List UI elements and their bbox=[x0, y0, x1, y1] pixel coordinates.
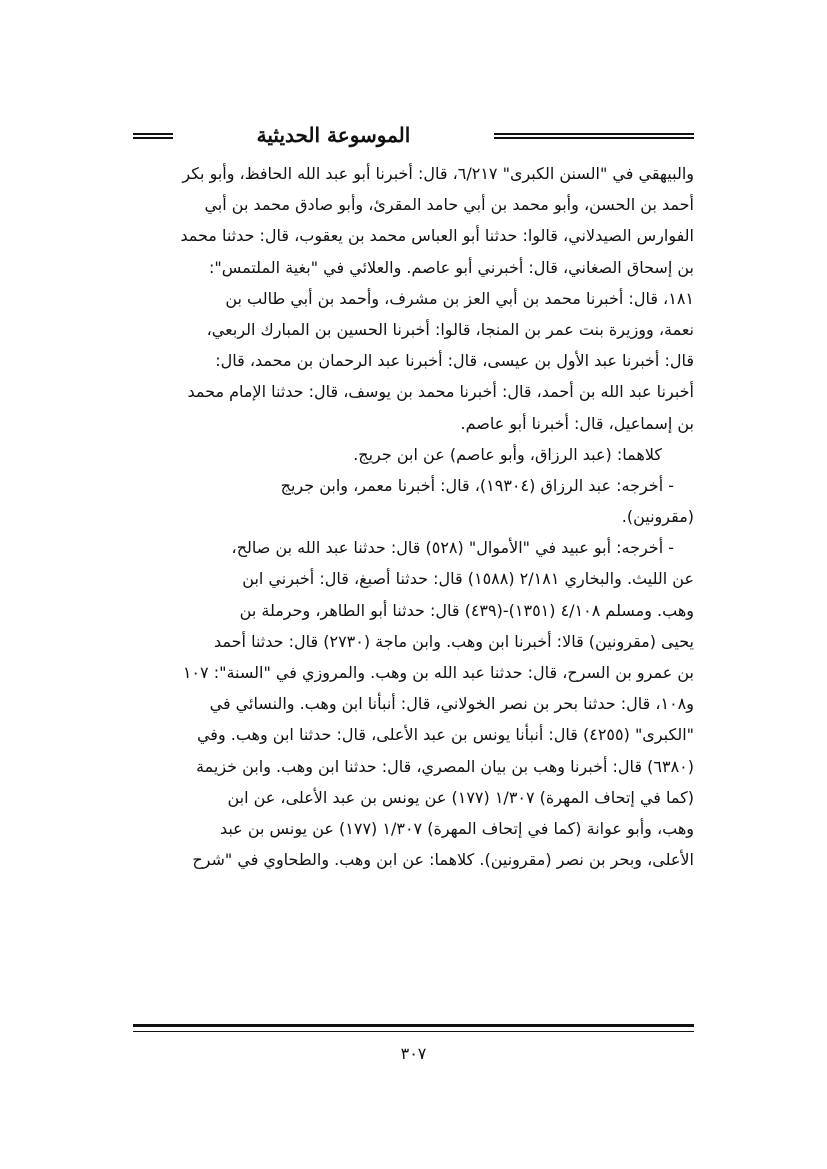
text-line: كلاهما: (عبد الرزاق، وأبو عاصم) عن ابن جريج. bbox=[353, 444, 662, 464]
body-text bbox=[133, 158, 694, 875]
text-line: والبيهقي في "السنن الكبرى" ٦/٢١٧، قال: أخبرنا أبو عبد الله الحافظ، وأبو بكر bbox=[182, 164, 694, 183]
running-header bbox=[133, 120, 694, 160]
text-line: (٦٣٨٠) قال: أخبرنا وهب بن بيان المصري، قال: حدثنا ابن وهب. وابن خزيمة bbox=[196, 756, 694, 776]
text-line: يحيى (مقرونين) قالا: أخبرنا ابن وهب. وابن ماجة (٢٧٣٠) قال: حدثنا أحمد bbox=[214, 631, 694, 651]
text-line: أخبرنا عبد الله بن أحمد، قال: أخبرنا محمد بن يوسف، قال: حدثنا الإمام محمد bbox=[187, 382, 694, 402]
text-line: (كما في إتحاف المهرة) ١/٣٠٧ (١٧٧) عن يونس بن عبد الأعلى، عن ابن bbox=[227, 787, 694, 807]
text-line: و١٠٨، قال: حدثنا بحر بن نصر الخولاني، قال: أنبأنا ابن وهب. والنسائي في bbox=[209, 694, 694, 714]
text-line: - أخرجه: عبد الرزاق (١٩٣٠٤)، قال: أخبرنا معمر، وابن جريج bbox=[280, 475, 674, 495]
header-rule-right bbox=[494, 133, 694, 139]
text-line: أحمد بن الحسن، وأبو محمد بن أبي حامد المقرئ، وأبو صادق محمد بن أبي bbox=[204, 195, 694, 215]
text-line: الفوارس الصيدلاني، قالوا: حدثنا أبو العباس محمد بن يعقوب، قال: حدثنا محمد bbox=[180, 226, 694, 246]
text-line: - أخرجه: أبو عبيد في "الأموال" (٥٢٨) قال: حدثنا عبد الله بن صالح، bbox=[231, 538, 674, 558]
text-line: وهب. ومسلم ٤/١٠٨ (١٣٥١)-(٤٣٩) قال: حدثنا أبو الطاهر، وحرملة بن bbox=[239, 600, 694, 620]
header-title: الموسوعة الحديثية bbox=[256, 123, 411, 147]
text-line: بن إسماعيل، قال: أخبرنا أبو عاصم. bbox=[460, 413, 694, 433]
text-line: (مقرونين). bbox=[621, 507, 694, 527]
page-number: ٣٠٧ bbox=[400, 1044, 427, 1063]
text-line: "الكبرى" (٤٢٥٥) قال: أنبأنا يونس بن عبد الأعلى، قال: حدثنا ابن وهب. وفي bbox=[196, 725, 694, 745]
text-line: بن عمرو بن السرح، قال: حدثنا عبد الله بن وهب. والمروزي في "السنة": ١٠٧ bbox=[182, 663, 694, 682]
footer-rule-thin bbox=[133, 1031, 694, 1032]
text-line: نعمة، ووزيرة بنت عمر بن المنجا، قالوا: أخبرنا الحسين بن المبارك الربعي، bbox=[206, 319, 694, 339]
text-line: الأعلى، وبحر بن نصر (مقرونين). كلاهما: عن ابن وهب. والطحاوي في "شرح bbox=[192, 850, 694, 870]
text-line: وهب، وأبو عوانة (كما في إتحاف المهرة) ١/٣٠٧ (١٧٧) عن يونس بن عبد bbox=[219, 818, 694, 838]
text-line: قال: أخبرنا عبد الأول بن عيسى، قال: أخبرنا عبد الرحمان بن محمد، قال: bbox=[215, 351, 694, 371]
text-line: ١٨١، قال: أخبرنا محمد بن أبي العز بن مشرف، وأحمد بن أبي طالب بن bbox=[225, 288, 694, 308]
header-rule-left bbox=[133, 133, 173, 139]
text-line: عن الليث. والبخاري ٢/١٨١ (١٥٨٨) قال: حدثنا أصبغ، قال: أخبرني ابن bbox=[242, 569, 694, 589]
footer-rule-thick bbox=[133, 1024, 694, 1027]
text-line: بن إسحاق الصغاني، قال: أخبرني أبو عاصم. والعلائي في "بغية الملتمس": bbox=[208, 257, 694, 277]
